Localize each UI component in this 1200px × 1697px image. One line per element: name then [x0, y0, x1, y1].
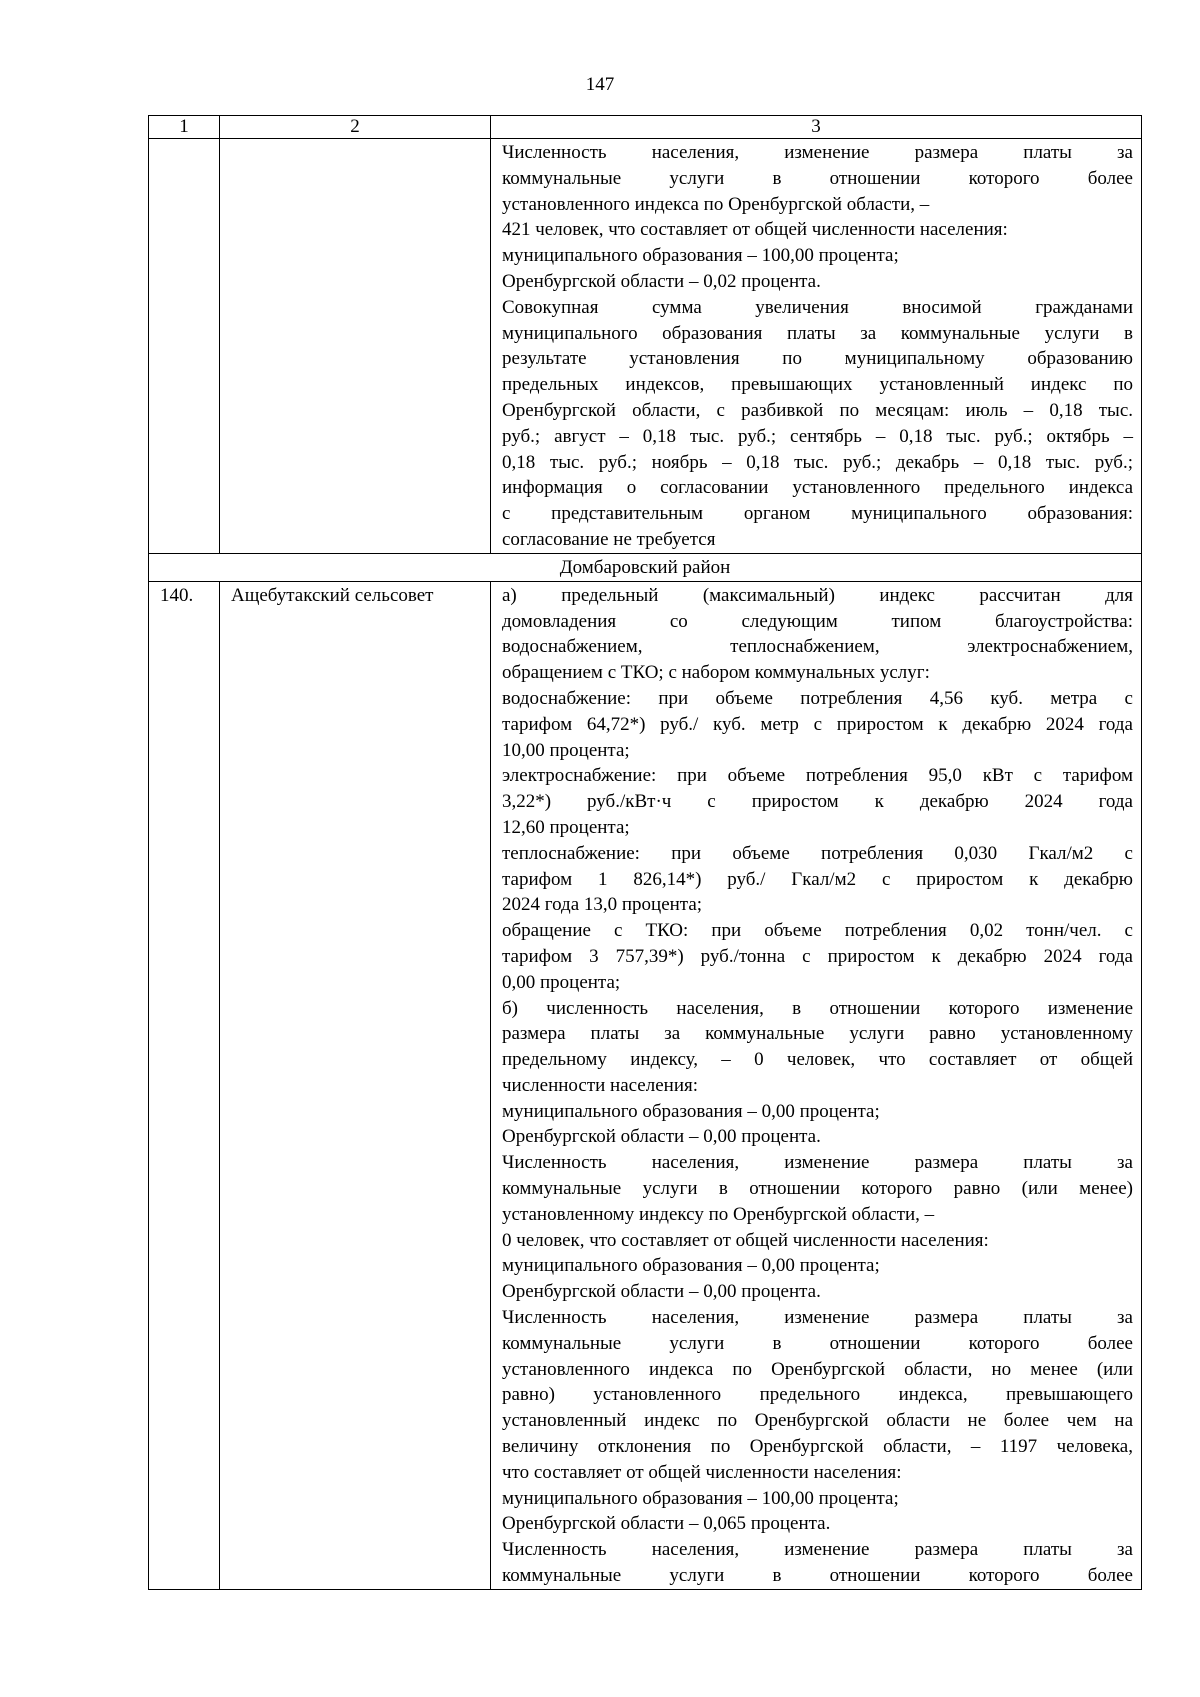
row-description-line: муниципального образования – 100,00 процента;	[502, 1487, 899, 1509]
row-description-line: 2024 года 13,0 процента;	[502, 894, 703, 916]
row-description-cell	[491, 581, 1142, 1589]
row-description-line: установленный индекс по Оренбургской области не более чем на	[502, 1410, 1133, 1432]
row-description-line: Численность населения, изменение размера платы за	[502, 1539, 1133, 1561]
table-row-continuation	[149, 139, 1142, 554]
row-description-line: установленного индекса по Оренбургской области, но менее (или	[502, 1358, 1133, 1380]
district-title: Домбаровский район	[149, 553, 1142, 581]
table-row	[149, 581, 1142, 1589]
row-description-line: 12,60 процента;	[502, 816, 630, 838]
continuation-text-line: установленного индекса по Оренбургской области, –	[502, 193, 930, 215]
row-description-line: а) предельный (максимальный) индекс рассчитан для	[502, 584, 1133, 606]
row-description-line: Численность населения, изменение размера платы за	[502, 1152, 1133, 1174]
continuation-text-line: результате установления по муниципальному образованию	[502, 348, 1133, 370]
row-description-line: обращением с ТКО; с набором коммунальных услуг:	[502, 662, 930, 684]
continuation-text-line: предельных индексов, превышающих установленный индекс по	[502, 374, 1133, 396]
row-description-line: электроснабжение: при объеме потребления 95,0 кВт с тарифом	[502, 765, 1133, 787]
row-description-line: домовладения со следующим типом благоустройства:	[502, 610, 1133, 632]
row-description-line: Оренбургской области – 0,065 процента.	[502, 1513, 831, 1535]
row-description-line: равно) установленного предельного индекса, превышающего	[502, 1384, 1133, 1406]
row-description-line: тарифом 64,72*) руб./ куб. метр с приростом к декабрю 2024 года	[502, 713, 1133, 735]
continuation-text-line: согласование не требуется	[502, 528, 716, 550]
row-description-line: тарифом 3 757,39*) руб./тонна с приростом к декабрю 2024 года	[502, 945, 1133, 967]
continuation-text-line: информация о согласовании установленного предельного индекса	[502, 477, 1133, 499]
row-description-line: величину отклонения по Оренбургской области, – 1197 человека,	[502, 1436, 1133, 1458]
continuation-text-line: муниципального образования – 100,00 процента;	[502, 245, 899, 267]
continuation-number-cell	[149, 139, 220, 554]
row-description-line: теплоснабжение: при объеме потребления 0,030 Гкал/м2 с	[502, 842, 1133, 864]
row-description-line: Оренбургской области – 0,00 процента.	[502, 1126, 821, 1148]
continuation-text-line: Совокупная сумма увеличения вносимой гражданами	[502, 296, 1133, 318]
continuation-text-line: Оренбургской области – 0,02 процента.	[502, 270, 821, 292]
continuation-text-line: коммунальные услуги в отношении которого более	[502, 167, 1133, 189]
continuation-name-cell	[220, 139, 491, 554]
row-description-line: установленному индексу по Оренбургской области, –	[502, 1203, 935, 1225]
continuation-text-cell	[491, 139, 1142, 554]
header-col-3: 3	[491, 116, 1142, 139]
continuation-text	[502, 140, 1133, 553]
row-description-line: 0 человек, что составляет от общей численности населения:	[502, 1229, 989, 1251]
row-description-line: 3,22*) руб./кВт·ч с приростом к декабрю 2024 года	[502, 791, 1133, 813]
row-description-line: Численность населения, изменение размера платы за	[502, 1307, 1133, 1329]
row-description-line: муниципального образования – 0,00 процента;	[502, 1255, 880, 1277]
row-description-line: водоснабжением, теплоснабжением, электроснабжением,	[502, 636, 1133, 658]
row-description-line: коммунальные услуги в отношении которого более	[502, 1332, 1133, 1354]
continuation-text-line: 421 человек, что составляет от общей численности населения:	[502, 219, 1008, 241]
row-description-line: Оренбургской области – 0,00 процента.	[502, 1281, 821, 1303]
row-description-line: численности населения:	[502, 1074, 699, 1096]
row-description-line: 10,00 процента;	[502, 739, 630, 761]
row-description-line: 0,00 процента;	[502, 971, 621, 993]
row-description-line: тарифом 1 826,14*) руб./ Гкал/м2 с приростом к декабрю	[502, 868, 1133, 890]
row-description-line: обращение с ТКО: при объеме потребления 0,02 тонн/чел. с	[502, 920, 1133, 942]
district-row	[149, 553, 1142, 581]
row-municipality-name: Ащебутакский сельсовет	[220, 581, 491, 1589]
page-number: 147	[585, 74, 615, 95]
row-description-line: размера платы за коммунальные услуги равно установленному	[502, 1023, 1133, 1045]
row-description-line: коммунальные услуги в отношении которого более	[502, 1565, 1133, 1587]
header-col-1: 1	[149, 116, 220, 139]
row-description-text	[502, 583, 1133, 1589]
continuation-text-line: руб.; август – 0,18 тыс. руб.; сентябрь – 0,18 тыс. руб.; октябрь –	[502, 425, 1133, 447]
continuation-text-line: Оренбургской области, с разбивкой по месяцам: июль – 0,18 тыс.	[502, 399, 1133, 421]
table-header-row	[149, 116, 1142, 139]
header-col-2: 2	[220, 116, 491, 139]
row-description-line: что составляет от общей численности населения:	[502, 1461, 902, 1483]
continuation-text-line: муниципального образования платы за коммунальные услуги в	[502, 322, 1133, 344]
row-description-line: муниципального образования – 0,00 процента;	[502, 1100, 880, 1122]
row-description-line: б) численность населения, в отношении которого изменение	[502, 997, 1133, 1019]
continuation-text-line: с представительным органом муниципального образования:	[502, 503, 1133, 525]
row-description-line: коммунальные услуги в отношении которого равно (или менее)	[502, 1178, 1133, 1200]
row-number: 140.	[149, 581, 220, 1589]
continuation-text-line: Численность населения, изменение размера платы за	[502, 142, 1133, 163]
continuation-text-line: 0,18 тыс. руб.; ноябрь – 0,18 тыс. руб.; декабрь – 0,18 тыс. руб.;	[502, 451, 1133, 473]
tariff-table	[148, 115, 1142, 1590]
row-description-line: водоснабжение: при объеме потребления 4,56 куб. метра с	[502, 687, 1133, 709]
row-description-line: предельному индексу, – 0 человек, что составляет от общей	[502, 1049, 1133, 1071]
